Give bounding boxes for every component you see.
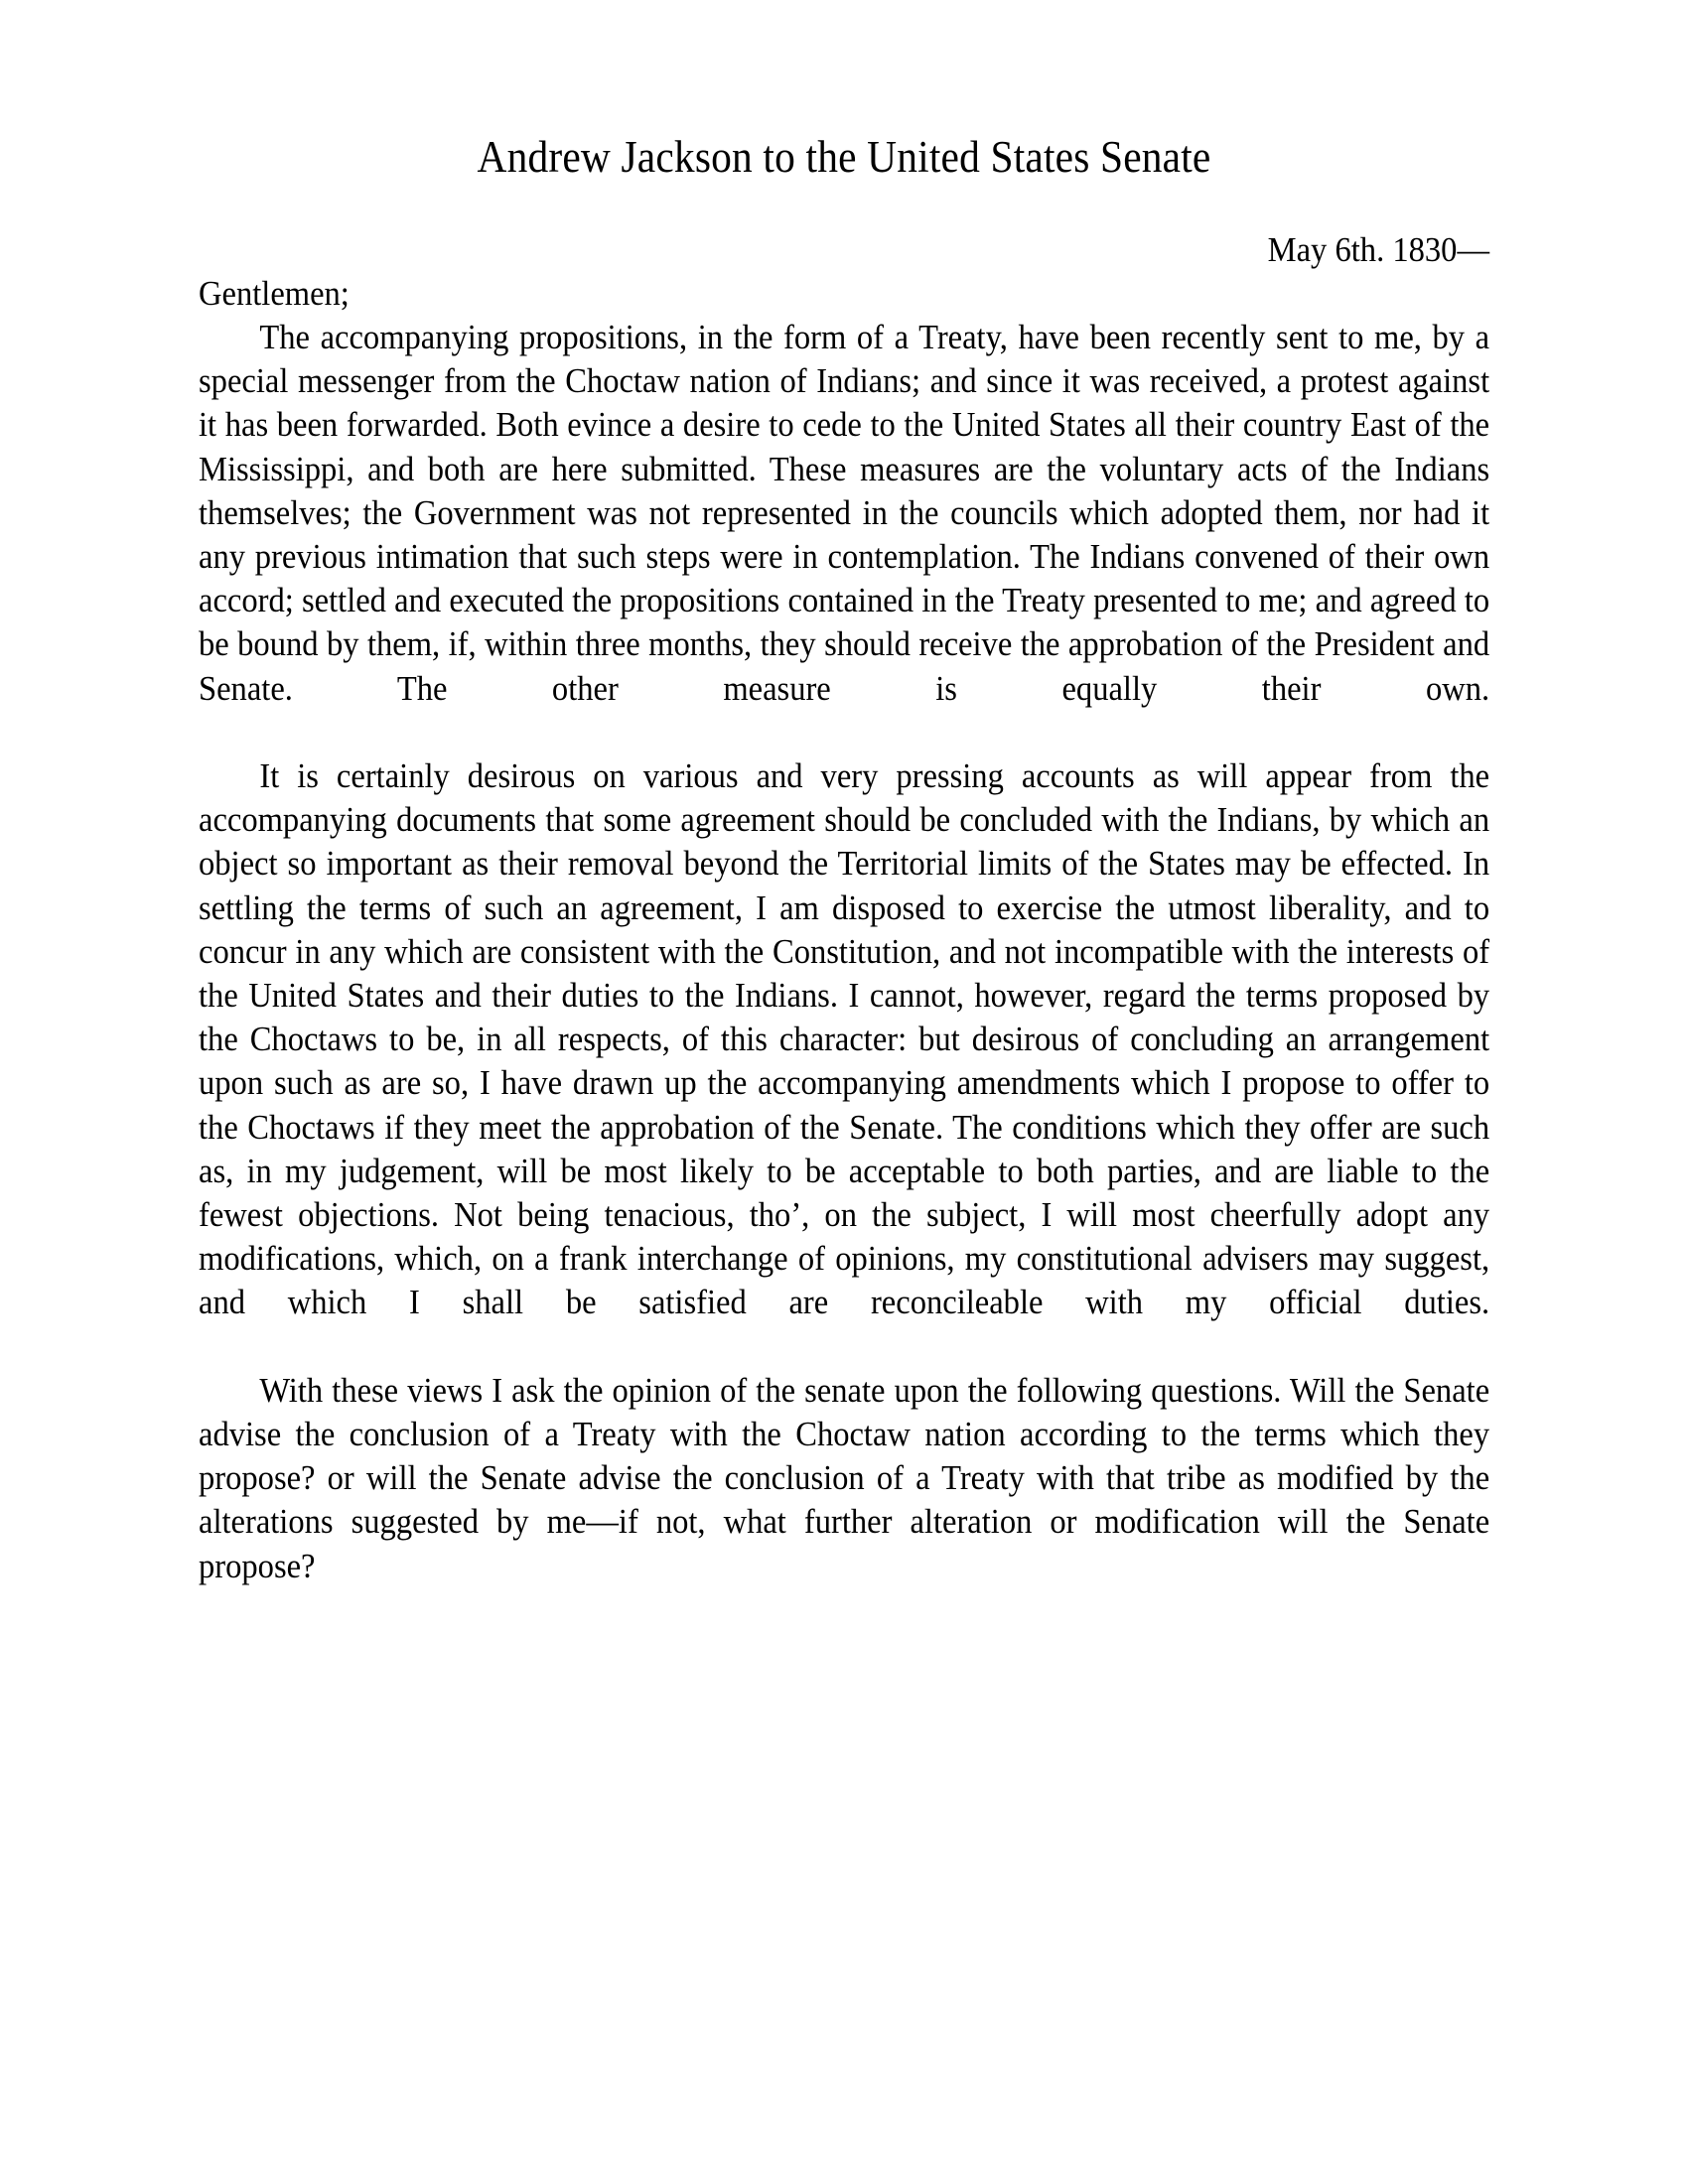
salutation: Gentlemen; [199, 274, 350, 313]
document-content [199, 129, 1489, 1632]
page-title: Andrew Jackson to the United States Senate [477, 132, 1211, 182]
body-text [199, 316, 1489, 1632]
paragraph-2: It is certainly desirous on various and very pressing accounts as will appear from the accompanying documents that some agreement should be concluded with the Indians, by which an object so important as their removal beyond the Territorial limits of the States may be effected. In settling the terms of such an agreement, I am disposed to exercise the utmost liberality, and to concur in any which are consistent with the Constitution, and not incompatible with the interests of the United States and their duties to the Indians. I cannot, however, regard the terms proposed by the Choctaws to be, in all respects, of this character: but desirous of concluding an arrangement upon such as are so, I have drawn up the accompanying amendments which I propose to offer to the Choctaws if they meet the approbation of the Senate. The conditions which they offer are such as, in my judgement, will be most likely to be acceptable to both parties, and are liable to the fewest objections. Not being tenacious, tho’, on the subject, I will most cheerfully adopt any modifications, which, on a frank interchange of opinions, my constitutional advisers may suggest, and which I shall be satisfied are reconcileable with my official duties. [199, 756, 1490, 1322]
paragraph-3: With these views I ask the opinion of the senate upon the following questions. Will the Senate advise the conclusion of a Treaty with the Choctaw nation according to the terms which they propose? or will the Senate advise the conclusion of a Treaty with that tribe as modified by the alterations suggested by me—if not, what further alteration or modification will the Senate propose? [199, 1370, 1490, 1585]
paragraph-1: The accompanying propositions, in the form of a Treaty, have been recently sent to me, by a special messenger from the Choctaw nation of Indians; and since it was received, a protest against it has been forwarded. Both evince a desire to cede to the United States all their country East of the Mississippi, and both are here submitted. These measures are the voluntary acts of the Indians themselves; the Government was not represented in the councils which adopted them, nor had it any previous intimation that such steps were in contemplation. The Indians convened of their own accord; settled and executed the propositions contained in the Treaty presented to me; and agreed to be bound by them, if, within three months, they should receive the approbation of the President and Senate. The other measure is equally their own. [199, 318, 1490, 708]
date-line: May 6th. 1830— [1267, 230, 1489, 269]
